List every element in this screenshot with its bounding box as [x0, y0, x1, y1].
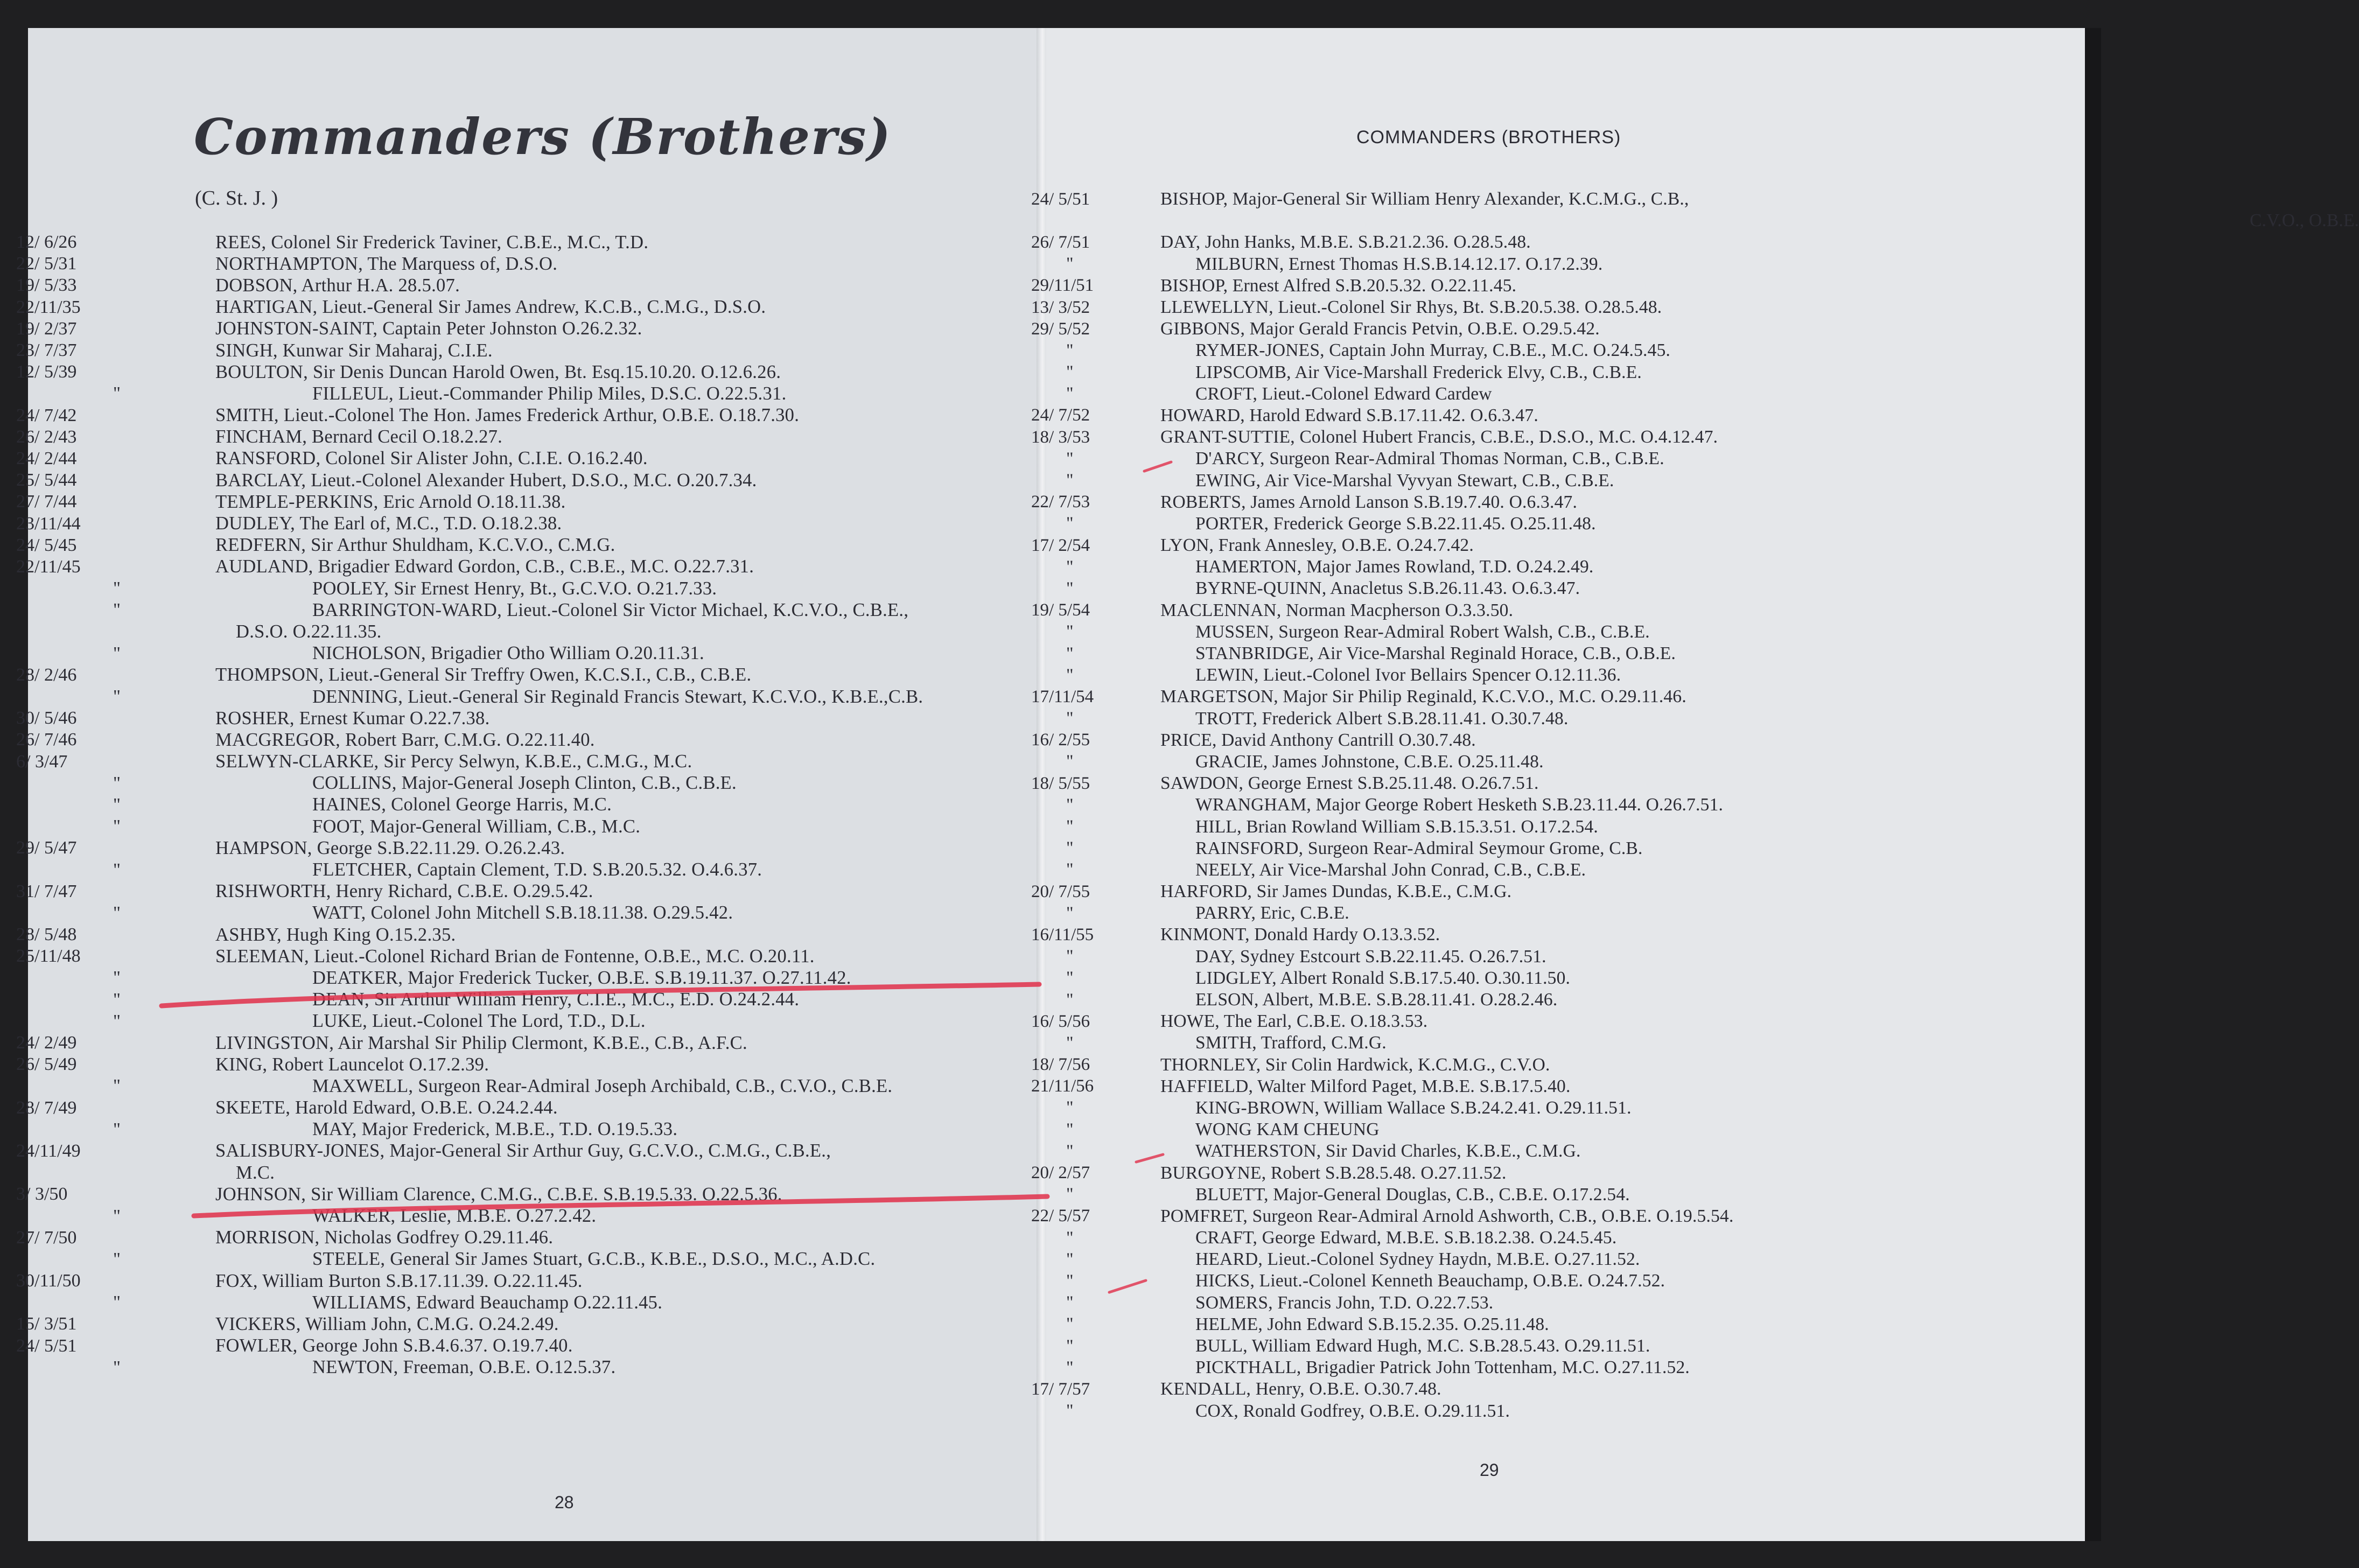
pen-tick-darcy [1144, 462, 1171, 471]
entry-date: " [1066, 1271, 1074, 1291]
entry-date: 22/ 5/31 [16, 254, 77, 274]
entry-date: " [1066, 838, 1074, 858]
pen-tick-hicks [1109, 1280, 1146, 1292]
entry-date: " [113, 902, 121, 923]
entry-text: WILLIAMS, Edward Beauchamp O.22.11.45. [312, 1292, 663, 1313]
entry-text: STEELE, General Sir James Stuart, G.C.B., K.B.E., D.S.O., M.C., A.D.C. [312, 1249, 876, 1270]
entry-date: 24/ 5/51 [16, 1335, 77, 1356]
entry-text: BOULTON, Sir Denis Duncan Harold Owen, Bt. Esq.15.10.20. O.12.6.26. [215, 361, 781, 382]
entry-date: " [113, 687, 121, 707]
entry-date: " [1066, 1357, 1074, 1377]
entry-text: JOHNSTON-SAINT, Captain Peter Johnston O.26.2.32. [215, 318, 642, 339]
entry-date: " [113, 1076, 121, 1096]
entry-text: LYON, Frank Annesley, O.B.E. O.24.7.42. [1160, 535, 1474, 556]
entry-date: 24/ 7/52 [1031, 405, 1090, 425]
entry-date: 27/ 7/44 [16, 492, 77, 512]
entry-date: " [113, 968, 121, 988]
entry-text: COX, Ronald Godfrey, O.B.E. O.29.11.51. [1195, 1401, 1510, 1421]
entry-date: 23/11/44 [16, 513, 81, 534]
entry-text: MUSSEN, Surgeon Rear-Admiral Robert Walsh, C.B., C.B.E. [1195, 621, 1650, 642]
entry-text: LIVINGSTON, Air Marshal Sir Philip Clermont, K.B.E., C.B., A.F.C. [215, 1032, 747, 1053]
entry-date: 26/ 5/49 [16, 1054, 77, 1075]
entry-date: " [1066, 514, 1074, 534]
entry-date: " [1066, 340, 1074, 360]
entry-text: JOHNSON, Sir William Clarence, C.M.G., C.B.E. S.B.19.5.33. O.22.5.36. [215, 1184, 782, 1205]
entry-date: " [1066, 1033, 1074, 1053]
entry-date: " [1066, 1228, 1074, 1248]
entry-date: 25/ 5/44 [16, 470, 77, 491]
entry-text: HELME, John Edward S.B.15.2.35. O.25.11.48. [1195, 1314, 1549, 1334]
entry-date: " [1066, 254, 1074, 274]
entry-date: " [1066, 1185, 1074, 1205]
entry-text: SELWYN-CLARKE, Sir Percy Selwyn, K.B.E., C.M.G., M.C. [215, 751, 692, 772]
entry-text: BLUETT, Major-General Douglas, C.B., C.B.E. O.17.2.54. [1195, 1184, 1630, 1205]
entry-date: 18/ 5/55 [1031, 773, 1090, 793]
entry-date: " [1066, 709, 1074, 729]
entry-text: WATHERSTON, Sir David Charles, K.B.E., C.M.G. [1195, 1141, 1581, 1161]
entry-text: HARFORD, Sir James Dundas, K.B.E., C.M.G. [1160, 881, 1512, 902]
entry-text: DENNING, Lieut.-General Sir Reginald Francis Stewart, K.C.V.O., K.B.E.,C.B. [312, 686, 923, 707]
entry-text: MORRISON, Nicholas Godfrey O.29.11.46. [215, 1227, 554, 1248]
left-page-number: 28 [555, 1493, 574, 1512]
entry-text: EWING, Air Vice-Marshal Vyvyan Stewart, C.B., C.B.E. [1195, 470, 1614, 491]
entry-date: " [1066, 1141, 1074, 1161]
entry-text: HAINES, Colonel George Harris, M.C. [312, 794, 612, 815]
entry-date: 29/ 5/47 [16, 838, 77, 858]
entry-text: NEWTON, Freeman, O.B.E. O.12.5.37. [312, 1357, 616, 1378]
entry-date: " [1066, 471, 1074, 491]
entry-text: REES, Colonel Sir Frederick Taviner, C.B.E., M.C., T.D. [215, 232, 649, 253]
entry-text: DUDLEY, The Earl of, M.C., T.D. O.18.2.38. [215, 513, 562, 534]
entry-date: " [1066, 990, 1074, 1010]
entry-text: LUKE, Lieut.-Colonel The Lord, T.D., D.L. [312, 1011, 646, 1032]
entry-date: 28/ 2/46 [16, 664, 77, 685]
entry-date: " [1066, 384, 1074, 404]
entry-text: CROFT, Lieut.-Colonel Edward Cardew [1195, 383, 1492, 404]
entry-text: WATT, Colonel John Mitchell S.B.18.11.38. O.29.5.42. [312, 902, 733, 923]
entry-text: SMITH, Trafford, C.M.G. [1195, 1033, 1387, 1053]
entry-text: LEWIN, Lieut.-Colonel Ivor Bellairs Spencer O.12.11.36. [1195, 665, 1621, 685]
entry-text: BULL, William Edward Hugh, M.C. S.B.28.5.43. O.29.11.51. [1195, 1336, 1650, 1356]
entry-text: LIDGLEY, Albert Ronald S.B.17.5.40. O.30.11.50. [1195, 968, 1571, 988]
entry-date: 15/ 3/51 [16, 1314, 77, 1334]
entry-text: GIBBONS, Major Gerald Francis Petvin, O.B.E. O.29.5.42. [1160, 319, 1600, 339]
entry-date: 17/ 2/54 [1031, 535, 1090, 555]
entry-text: FINCHAM, Bernard Cecil O.18.2.27. [215, 426, 503, 447]
entry-date: " [1066, 362, 1074, 382]
entry-text: HAMPSON, George S.B.22.11.29. O.26.2.43. [215, 837, 565, 858]
entry-date: " [1066, 947, 1074, 967]
entry-text: FLETCHER, Captain Clement, T.D. S.B.20.5.32. O.4.6.37. [312, 859, 762, 880]
entry-date: 19/ 5/33 [16, 275, 77, 296]
entry-text: HARTIGAN, Lieut.-General Sir James Andrew, K.C.B., C.M.G., D.S.O. [215, 297, 766, 318]
entry-text: TEMPLE-PERKINS, Eric Arnold O.18.11.38. [215, 491, 566, 512]
entry-date: " [1066, 622, 1074, 642]
entry-text: HICKS, Lieut.-Colonel Kenneth Beauchamp, O.B.E. O.24.7.52. [1195, 1271, 1665, 1291]
entry-text: BYRNE-QUINN, Anacletus S.B.26.11.43. O.6.3.47. [1195, 578, 1580, 599]
right-page-heading: COMMANDERS (BROTHERS) [1356, 127, 1621, 148]
entry-date: 12/ 5/39 [16, 362, 77, 382]
entry-text: SMITH, Lieut.-Colonel The Hon. James Frederick Arthur, O.B.E. O.18.7.30. [215, 405, 800, 426]
entry-text: MILBURN, Ernest Thomas H.S.B.14.12.17. O.17.2.39. [1195, 254, 1603, 274]
entry-date: 26/ 7/46 [16, 730, 77, 750]
left-page-title: Commanders (Brothers) [194, 108, 892, 166]
entry-date: " [113, 816, 121, 837]
entry-date: " [1066, 968, 1074, 988]
entry-date: " [113, 578, 121, 599]
entry-text: ROSHER, Ernest Kumar O.22.7.38. [215, 708, 490, 729]
entry-date: " [1066, 578, 1074, 598]
entry-date: 13/ 3/52 [1031, 297, 1090, 317]
entry-text: HOWE, The Earl, C.B.E. O.18.3.53. [1160, 1011, 1428, 1032]
entry-text: REDFERN, Sir Arthur Shuldham, K.C.V.O., C.M.G. [215, 535, 615, 556]
entry-text: POOLEY, Sir Ernest Henry, Bt., G.C.V.O. O.21.7.33. [312, 578, 717, 599]
entry-date: 29/ 5/52 [1031, 319, 1090, 339]
entry-text: DEATKER, Major Frederick Tucker, O.B.E. S.B.19.11.37. O.27.11.42. [312, 967, 851, 988]
entry-date: " [113, 989, 121, 1010]
entry-date: " [113, 383, 121, 404]
strike-line-salisbury-jones [194, 1196, 1047, 1216]
entry-text: FILLEUL, Lieut.-Commander Philip Miles, D.S.C. O.22.5.31. [312, 383, 787, 404]
entry-date: 6/ 3/47 [16, 751, 68, 772]
entry-date: 22/11/45 [16, 556, 81, 577]
entry-text: BURGOYNE, Robert S.B.28.5.48. O.27.11.52. [1160, 1163, 1507, 1183]
entry-date: 22/ 7/53 [1031, 492, 1090, 512]
entry-date: 24/ 2/49 [16, 1033, 77, 1053]
entry-text: DEAN, Sir Arthur William Henry, C.I.E., M.C., E.D. O.24.2.44. [312, 989, 800, 1010]
entry-date: 3/ 3/50 [16, 1184, 68, 1205]
left-page-subtitle: (C. St. J. ) [195, 187, 278, 209]
entry-text: KING-BROWN, William Wallace S.B.24.2.41. O.29.11.51. [1195, 1097, 1632, 1118]
entry-text: M.C. [236, 1162, 275, 1183]
entry-date: " [113, 1357, 121, 1377]
entry-date: 24/ 7/42 [16, 405, 77, 425]
entry-date: 30/11/50 [16, 1271, 81, 1291]
entry-text: ROBERTS, James Arnold Lanson S.B.19.7.40. O.6.3.47. [1160, 492, 1578, 512]
entry-date: " [1066, 665, 1074, 685]
entry-date: " [113, 794, 121, 815]
entry-text-struck: SLEEMAN, Lieut.-Colonel Richard Brian de Fontenne, O.B.E., M.C. O.20.11. [215, 946, 815, 967]
entry-date: " [1066, 752, 1074, 772]
entry-text: KING, Robert Launcelot O.17.2.39. [215, 1054, 489, 1075]
entry-date: 29/11/51 [1031, 276, 1094, 296]
entry-text: STANBRIDGE, Air Vice-Marshal Reginald Horace, C.B., O.B.E. [1195, 643, 1676, 664]
entry-date: 19/ 2/37 [16, 318, 77, 339]
entry-text: NORTHAMPTON, The Marquess of, D.S.O. [215, 253, 558, 274]
entry-date: " [113, 1292, 121, 1313]
entry-date: " [1066, 1249, 1074, 1269]
entry-text: RANSFORD, Colonel Sir Alister John, C.I.E. O.16.2.40. [215, 448, 648, 469]
entry-text: POMFRET, Surgeon Rear-Admiral Arnold Ashworth, C.B., O.B.E. O.19.5.54. [1160, 1206, 1734, 1226]
entry-date: " [1066, 860, 1074, 880]
entry-date: 24/ 2/44 [16, 448, 77, 468]
entry-text: C.V.O., O.B.E. [2250, 211, 2359, 231]
entry-date: 30/ 5/46 [16, 708, 77, 729]
entry-date: " [113, 1119, 121, 1139]
right-page-number: 29 [1480, 1460, 1499, 1480]
entry-date: 26/ 2/43 [16, 426, 77, 447]
entry-date: 20/ 7/55 [1031, 881, 1090, 901]
entry-text: BISHOP, Major-General Sir William Henry Alexander, K.C.M.G., C.B., [1160, 189, 1689, 209]
entry-date: 19/ 5/54 [1031, 600, 1090, 620]
entry-text: MACLENNAN, Norman Macpherson O.3.3.50. [1160, 600, 1514, 620]
entry-date: 17/11/54 [1031, 687, 1094, 706]
entry-date: " [1066, 557, 1074, 577]
entry-date: 17/ 7/57 [1031, 1379, 1090, 1399]
entry-date: 16/11/55 [1031, 925, 1094, 944]
entry-text: COLLINS, Major-General Joseph Clinton, C.B., C.B.E. [312, 773, 737, 794]
entry-date: 20/ 2/57 [1031, 1163, 1090, 1183]
entry-text: DOBSON, Arthur H.A. 28.5.07. [215, 275, 460, 296]
entry-text: D.S.O. O.22.11.35. [236, 621, 382, 642]
entry-text-struck: SALISBURY-JONES, Major-General Sir Arthur Guy, G.C.V.O., C.M.G., C.B.E., [215, 1140, 831, 1161]
entry-date: " [1066, 643, 1074, 663]
entry-date: 31/ 7/47 [16, 881, 77, 901]
entry-date: " [1066, 1401, 1074, 1421]
entry-text: WRANGHAM, Major George Robert Hesketh S.B.23.11.44. O.26.7.51. [1195, 795, 1724, 815]
entry-date: 18/ 7/56 [1031, 1055, 1090, 1075]
entry-text: SINGH, Kunwar Sir Maharaj, C.I.E. [215, 340, 493, 361]
entry-text: DAY, John Hanks, M.B.E. S.B.21.2.36. O.28.5.48. [1160, 232, 1531, 253]
entry-text: THORNLEY, Sir Colin Hardwick, K.C.M.G., C.V.O. [1160, 1054, 1550, 1075]
entry-date: " [113, 1011, 121, 1031]
entry-text: DAY, Sydney Estcourt S.B.22.11.45. O.26.7.51. [1195, 946, 1546, 967]
entry-text: RISHWORTH, Henry Richard, C.B.E. O.29.5.42. [215, 881, 593, 902]
entry-text: HAMERTON, Major James Rowland, T.D. O.24.2.49. [1195, 557, 1594, 577]
entry-date: 28/ 7/49 [16, 1097, 77, 1118]
entry-date: 12/ 6/26 [16, 232, 77, 253]
entry-date: 22/ 5/57 [1031, 1206, 1090, 1226]
entry-text: PORTER, Frederick George S.B.22.11.45. O.25.11.48. [1195, 513, 1596, 534]
entry-date: 18/ 3/53 [1031, 427, 1090, 447]
entry-text: NICHOLSON, Brigadier Otho William O.20.11.31. [312, 643, 704, 664]
entry-text: BARRINGTON-WARD, Lieut.-Colonel Sir Victor Michael, K.C.V.O., C.B.E., [312, 599, 909, 620]
entry-date: 24/ 5/51 [1031, 189, 1090, 209]
entry-date: " [113, 600, 121, 620]
entry-date: " [1066, 1336, 1074, 1356]
entry-text: SOMERS, Francis John, T.D. O.22.7.53. [1195, 1292, 1494, 1313]
entry-text: WALKER, Leslie, M.B.E. O.27.2.42. [312, 1206, 597, 1227]
entry-date: 21/11/56 [1031, 1076, 1094, 1096]
entry-text: RAINSFORD, Surgeon Rear-Admiral Seymour Grome, C.B. [1195, 838, 1643, 858]
entry-text: GRANT-SUTTIE, Colonel Hubert Francis, C.B.E., D.S.O., M.C. O.4.12.47. [1160, 427, 1718, 447]
entry-date: " [113, 1206, 121, 1226]
entry-text: KENDALL, Henry, O.B.E. O.30.7.48. [1160, 1379, 1441, 1399]
entry-text: HEARD, Lieut.-Colonel Sydney Haydn, M.B.E. O.27.11.52. [1195, 1249, 1640, 1270]
entry-date: " [113, 773, 121, 793]
entry-text: SKEETE, Harold Edward, O.B.E. O.24.2.44. [215, 1097, 558, 1118]
entry-date: 26/ 7/51 [1031, 232, 1090, 252]
entry-date: " [113, 643, 121, 663]
entry-text: HAFFIELD, Walter Milford Paget, M.B.E. S.B.17.5.40. [1160, 1076, 1571, 1096]
entry-text: HILL, Brian Rowland William S.B.15.3.51. O.17.2.54. [1195, 816, 1598, 837]
entry-text: PARRY, Eric, C.B.E. [1195, 903, 1349, 923]
entry-date: " [1066, 1098, 1074, 1118]
entry-date: 16/ 2/55 [1031, 730, 1090, 750]
entry-date: 22/11/35 [16, 297, 81, 317]
entry-date: " [1066, 449, 1074, 468]
entry-text: CRAFT, George Edward, M.B.E. S.B.18.2.38. O.24.5.45. [1195, 1228, 1617, 1248]
entry-text: THOMPSON, Lieut.-General Sir Treffry Owen, K.C.S.I., C.B., C.B.E. [215, 664, 752, 685]
entry-date: 27/ 7/50 [16, 1227, 77, 1248]
entry-date: " [1066, 1119, 1074, 1139]
entry-text: MACGREGOR, Robert Barr, C.M.G. O.22.11.40. [215, 729, 595, 750]
entry-text: LIPSCOMB, Air Vice-Marshall Frederick Elvy, C.B., C.B.E. [1195, 362, 1642, 382]
entry-text: ASHBY, Hugh King O.15.2.35. [215, 924, 456, 945]
entry-text: MAXWELL, Surgeon Rear-Admiral Joseph Archibald, C.B., C.V.O., C.B.E. [312, 1075, 893, 1096]
entry-text: MAY, Major Frederick, M.B.E., T.D. O.19.5.33. [312, 1119, 678, 1140]
entry-text: TROTT, Frederick Albert S.B.28.11.41. O.30.7.48. [1195, 708, 1569, 729]
entry-date: 24/ 5/45 [16, 535, 77, 555]
entry-text: KINMONT, Donald Hardy O.13.3.52. [1160, 925, 1440, 945]
entry-text: FOWLER, George John S.B.4.6.37. O.19.7.40. [215, 1335, 573, 1356]
entry-text: RYMER-JONES, Captain John Murray, C.B.E., M.C. O.24.5.45. [1195, 340, 1671, 361]
entry-text: ELSON, Albert, M.B.E. S.B.28.11.41. O.28.2.46. [1195, 990, 1558, 1010]
entry-date: 23/ 7/37 [16, 340, 77, 361]
entry-text: AUDLAND, Brigadier Edward Gordon, C.B., C.B.E., M.C. O.22.7.31. [215, 556, 754, 577]
entry-text: MARGETSON, Major Sir Philip Reginald, K.C.V.O., M.C. O.29.11.46. [1160, 687, 1686, 707]
entry-text: BARCLAY, Lieut.-Colonel Alexander Hubert, D.S.O., M.C. O.20.7.34. [215, 470, 757, 491]
entry-text: PRICE, David Anthony Cantrill O.30.7.48. [1160, 730, 1476, 750]
entry-date: 24/11/49 [16, 1140, 81, 1161]
entry-text: VICKERS, William John, C.M.G. O.24.2.49. [215, 1313, 559, 1334]
entry-text: LLEWELLYN, Lieut.-Colonel Sir Rhys, Bt. S.B.20.5.38. O.28.5.48. [1160, 297, 1662, 318]
entry-date: " [113, 1249, 121, 1269]
entry-text: NEELY, Air Vice-Marshal John Conrad, C.B., C.B.E. [1195, 859, 1586, 880]
strike-line-sleeman [162, 984, 1039, 1006]
entry-date: " [1066, 817, 1074, 837]
entry-text: SAWDON, George Ernest S.B.25.11.48. O.26.7.51. [1160, 773, 1539, 794]
entry-text: D'ARCY, Surgeon Rear-Admiral Thomas Norman, C.B., C.B.E. [1195, 449, 1664, 469]
entry-date: 28/ 5/48 [16, 925, 77, 945]
entry-date: " [113, 859, 121, 880]
entry-text: BISHOP, Ernest Alfred S.B.20.5.32. O.22.11.45. [1160, 275, 1517, 296]
entry-date: " [1066, 1293, 1074, 1313]
entry-date: " [1066, 903, 1074, 923]
entry-text: GRACIE, James Johnstone, C.B.E. O.25.11.48. [1195, 751, 1544, 772]
entry-text: FOX, William Burton S.B.17.11.39. O.22.11.45. [215, 1270, 583, 1291]
entry-text: PICKTHALL, Brigadier Patrick John Tottenham, M.C. O.27.11.52. [1195, 1357, 1690, 1378]
entry-text: HOWARD, Harold Edward S.B.17.11.42. O.6.3.47. [1160, 405, 1538, 425]
entry-text: WONG KAM CHEUNG [1195, 1119, 1380, 1140]
entry-date: " [1066, 1314, 1074, 1334]
entry-date: 25/11/48 [16, 946, 81, 967]
entry-text: FOOT, Major-General William, C.B., M.C. [312, 816, 641, 837]
entry-date: " [1066, 795, 1074, 815]
pen-tick-watherston [1136, 1154, 1163, 1162]
entry-date: 16/ 5/56 [1031, 1011, 1090, 1031]
